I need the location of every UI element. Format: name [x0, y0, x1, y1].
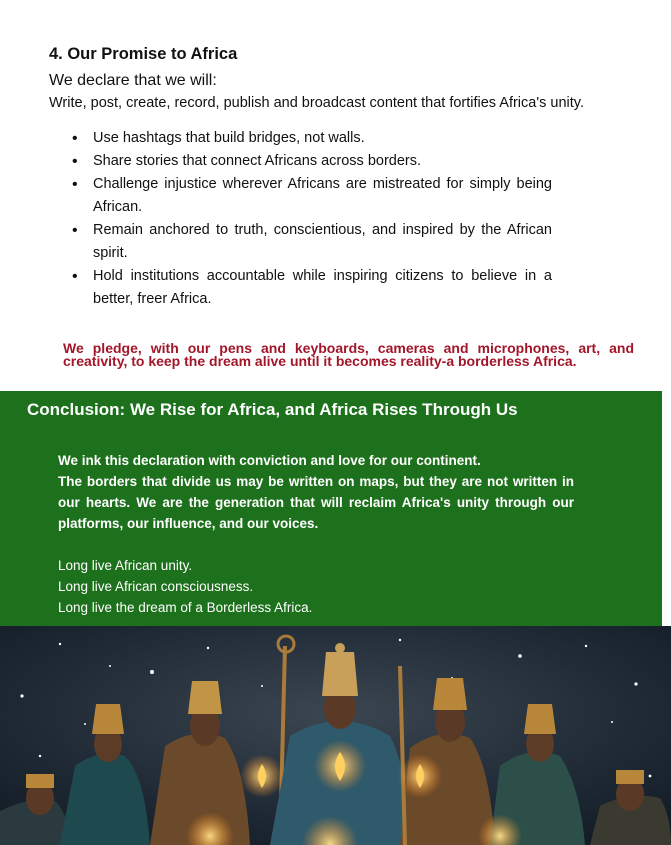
intro-paragraph: Write, post, create, record, publish and broadcast content that fortifies Africa's unity. [49, 95, 584, 111]
list-item: • Share stories that connect Africans across borders. [49, 150, 552, 173]
declaration-line: We ink this declaration with conviction and love for our continent. [58, 453, 481, 468]
list-item: • Challenge injustice wherever Africans are mistreated for simply being African. [49, 173, 552, 219]
list-item: • Remain anchored to truth, conscientious, and inspired by the African spirit. [49, 219, 552, 265]
queens-illustration [0, 626, 671, 845]
promise-section [49, 44, 634, 311]
section-heading: 4. Our Promise to Africa [49, 45, 238, 63]
long-live-list [58, 555, 312, 618]
list-item: Long live the dream of a Borderless Africa. [58, 600, 313, 615]
list-item: • Use hashtags that build bridges, not walls. [49, 127, 552, 150]
borders-paragraph: The borders that divide us may be written on maps, but they are not written in our hearts. We are the generation that will reclaim Africa's unity through our platforms, our influence, and our voices. [58, 474, 574, 531]
pledge-paragraph: We pledge, with our pens and keyboards, cameras and microphones, art, and creativity, to keep the dream alive until it becomes reality-a borderless Africa. [63, 340, 634, 369]
declare-line: We declare that we will: [49, 72, 217, 89]
queens-illustration-svg [0, 626, 671, 845]
list-item: Long live African unity. [58, 558, 193, 573]
list-item: Long live African consciousness. [58, 579, 254, 594]
conclusion-band [0, 391, 662, 626]
list-item: • Hold institutions accountable while inspiring citizens to believe in a better, freer Africa. [49, 265, 552, 311]
promise-list [49, 127, 552, 311]
conclusion-title: Conclusion: We Rise for Africa, and Africa Rises Through Us [27, 400, 518, 419]
